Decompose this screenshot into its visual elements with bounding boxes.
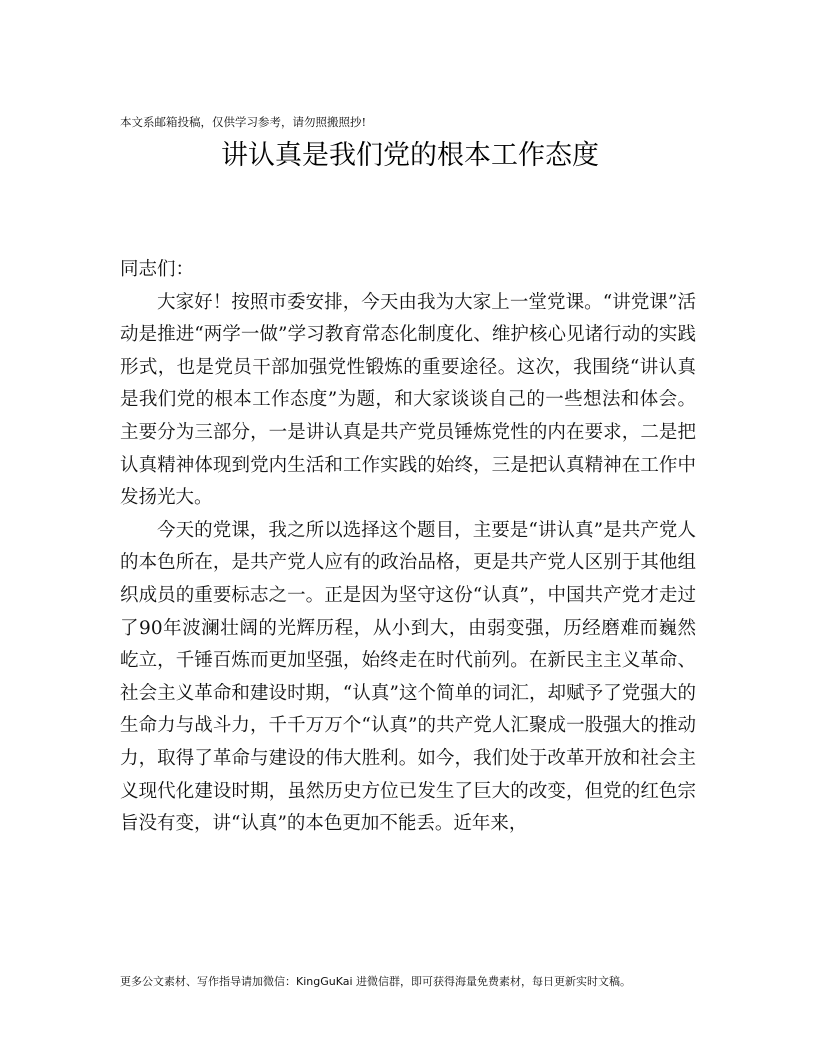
footer-note: 更多公文素材、写作指导请加微信：KingGuKai 进微信群，即可获得海量免费素材，每日更新实时文稿。 — [120, 975, 632, 988]
header-note: 本文系邮箱投稿，仅供学习参考，请勿照搬照抄! — [120, 115, 367, 129]
paragraph-1: 大家好！按照市委安排，今天由我为大家上一堂党课。“讲党课”活动是推进“两学一做”学习教育常态化制度化、维护核心见诸行动的实践形式，也是党员干部加强党性锻炼的重要途径。这次，我围绕“讲认真是我们党的根本工作态度”为题，和大家谈谈自己的一些想法和体会。主要分为三部分，一是讲认真是共产党员锤炼党性的内在要求，二是把认真精神体现到党内生活和工作实践的始终，三是把认真精神在工作中发扬光大。 — [120, 291, 696, 509]
paragraph-2: 今天的党课，我之所以选择这个题目，主要是“讲认真”是共产党人的本色所在，是共产党人应有的政治品格，更是共产党人区别于其他组织成员的重要标志之一。正是因为坚守这份“认真”，中国共产党才走过了90年波澜壮阔的光辉历程，从小到大，由弱变强，历经磨难而巍然屹立，千锤百炼而更加坚强，始终走在时代前列。在新民主主义革命、社会主义革命和建设时期，“认真”这个简单的词汇，却赋予了党强大的生命力与战斗力，千千万万个“认真”的共产党人汇聚成一股强大的推动力，取得了革命与建设的伟大胜利。如今，我们处于改革开放和社会主义现代化建设时期，虽然历史方位已发生了巨大的改变，但党的红色宗旨没有变，讲“认真”的本色更加不能丢。近年来， — [120, 519, 696, 835]
document-title: 讲认真是我们党的根本工作态度 — [221, 140, 599, 171]
document-body — [120, 254, 696, 841]
salutation: 同志们： — [120, 259, 195, 280]
